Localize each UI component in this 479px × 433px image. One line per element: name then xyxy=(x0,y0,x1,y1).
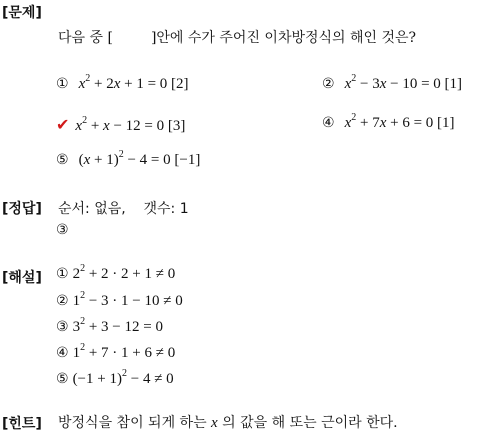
eq-tail: − 3 xyxy=(356,76,380,92)
question-text xyxy=(58,27,416,47)
choice-2[interactable] xyxy=(322,73,463,93)
line-rest: + 2 · 2 + 1 ≠ 0 xyxy=(85,266,176,282)
line-base: 1 xyxy=(72,293,81,309)
exponent: 2 xyxy=(85,73,91,84)
exponent: 2 xyxy=(80,263,86,274)
exponent: 2 xyxy=(351,112,357,123)
choice-5-marker: ⑤ xyxy=(56,152,69,168)
answer-tag: [정답] xyxy=(2,201,42,217)
explanation-line-2 xyxy=(56,290,183,310)
exponent: 2 xyxy=(118,149,124,160)
question-after: ]안에 수가 주어진 이차방정식의 해인 것은? xyxy=(150,30,417,46)
line-base: 3 xyxy=(72,319,81,335)
eq-tail: + 2 xyxy=(90,76,114,92)
choice-4-value: [1] xyxy=(437,115,455,131)
eq-tail: + 7 xyxy=(356,115,380,131)
choice-1[interactable] xyxy=(56,73,189,93)
check-mark-icon: ✔ xyxy=(56,115,70,134)
hint-tag: [힌트] xyxy=(2,416,42,432)
eq-const: + 6 = 0 xyxy=(386,115,434,131)
var-x: x xyxy=(344,76,352,92)
choice-2-value: [1] xyxy=(444,76,463,92)
choice-3[interactable] xyxy=(56,115,185,135)
eq-close: + 1) xyxy=(90,152,119,168)
line-marker: ③ xyxy=(56,319,69,335)
choice-4-marker: ④ xyxy=(322,115,335,131)
choice-2-marker: ② xyxy=(322,76,335,92)
answer-text: 순서: 없음, 갯수: 1 xyxy=(58,201,189,217)
choice-1-marker: ① xyxy=(56,76,69,92)
var-x: x xyxy=(379,76,387,92)
exponent: 2 xyxy=(80,316,86,327)
line-rest: + 3 − 12 = 0 xyxy=(85,319,163,335)
eq-const: − 4 = 0 xyxy=(123,152,171,168)
explanation-tag: [해설] xyxy=(2,270,42,286)
var-x: x xyxy=(75,118,83,134)
line-rest: + 7 · 1 + 6 ≠ 0 xyxy=(85,345,176,361)
exponent: 2 xyxy=(82,115,88,126)
explanation-line-3 xyxy=(56,316,163,336)
line-base: 1 xyxy=(72,345,81,361)
choice-5-value: [−1] xyxy=(174,152,201,168)
problem-tag: [문제] xyxy=(2,5,42,21)
var-x: x xyxy=(78,76,86,92)
answer-choice: ③ xyxy=(56,222,69,238)
var-x: x xyxy=(379,115,387,131)
eq-tail: + xyxy=(87,118,104,134)
explanation-line-4 xyxy=(56,342,176,362)
line-base: 2 xyxy=(72,266,81,282)
var-x: x xyxy=(344,115,352,131)
var-x: x xyxy=(113,76,121,92)
question-before: 다음 중 [ xyxy=(58,30,113,46)
line-rest: − 4 ≠ 0 xyxy=(126,371,174,387)
eq-open: ( xyxy=(78,152,84,168)
choice-4[interactable] xyxy=(322,112,455,132)
var-x: x xyxy=(83,152,91,168)
hint-before: 방정식을 참이 되게 하는 xyxy=(58,415,212,431)
var-x: x xyxy=(103,118,110,134)
explanation-line-5 xyxy=(56,368,174,388)
hint-text xyxy=(58,412,398,432)
hint-var: x xyxy=(211,415,218,431)
line-marker: ④ xyxy=(56,345,69,361)
line-marker: ② xyxy=(56,293,69,309)
eq-const: + 1 = 0 xyxy=(120,76,168,92)
line-marker: ⑤ xyxy=(56,371,69,387)
exponent: 2 xyxy=(121,368,127,379)
exponent: 2 xyxy=(80,342,86,353)
exponent: 2 xyxy=(351,73,357,84)
choice-1-value: [2] xyxy=(171,76,189,92)
choice-3-value: [3] xyxy=(167,118,186,134)
exponent: 2 xyxy=(80,290,86,301)
eq-const: − 12 = 0 xyxy=(109,118,165,134)
hint-after: 의 값을 해 또는 근이라 한다. xyxy=(217,415,398,431)
eq-const: − 10 = 0 xyxy=(386,76,441,92)
line-base: (−1 + 1) xyxy=(72,371,122,387)
line-rest: − 3 · 1 − 10 ≠ 0 xyxy=(85,293,183,309)
explanation-line-1 xyxy=(56,263,176,283)
choice-5[interactable] xyxy=(56,149,201,169)
line-marker: ① xyxy=(56,266,69,282)
